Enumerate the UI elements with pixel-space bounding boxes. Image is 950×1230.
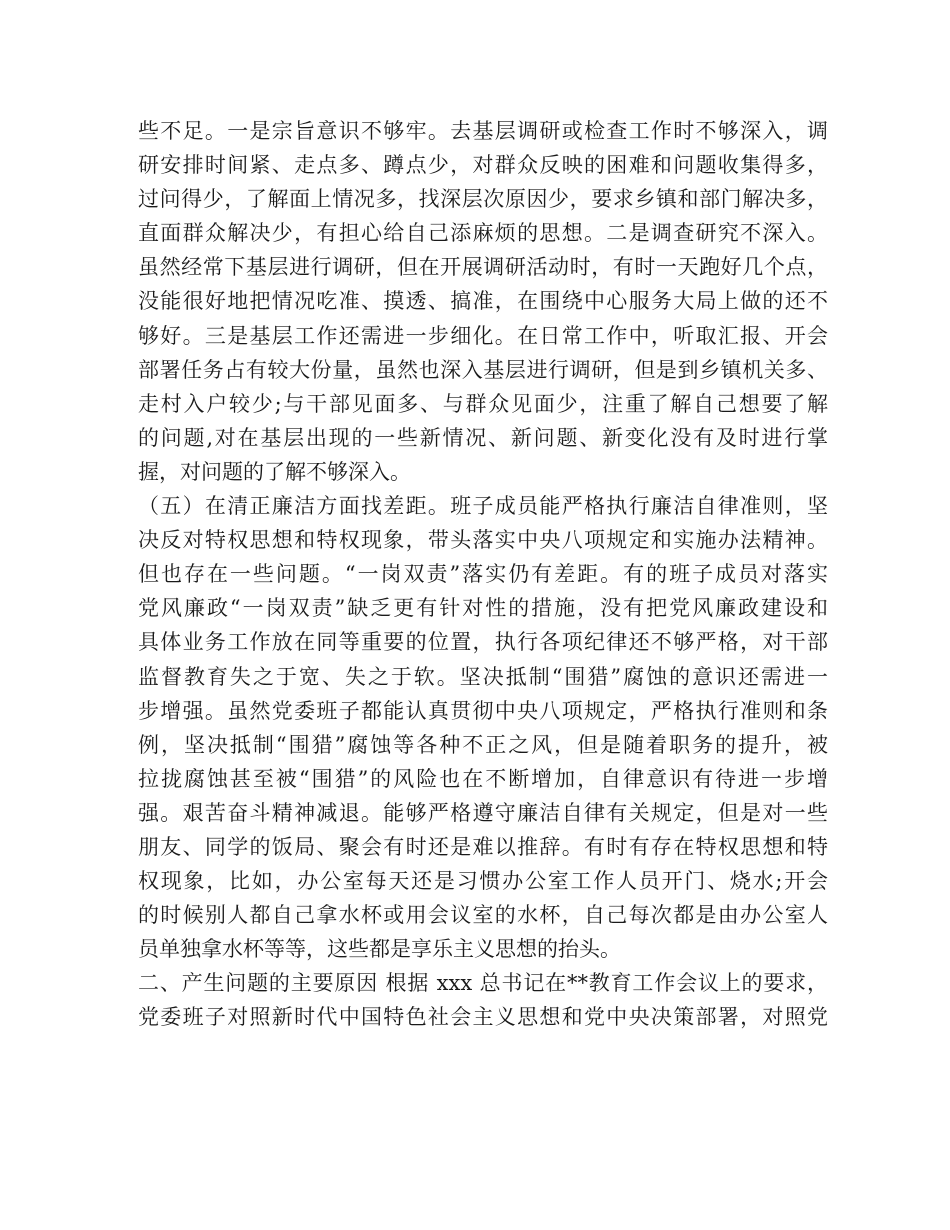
text-line: 没能很好地把情况吃准、摸透、搞准，在围绕中心服务大局上做的还不 (138, 289, 828, 314)
text-line: 员单独拿水杯等等，这些都是享乐主义思想的抬头。 (138, 937, 621, 962)
text-line: 党风廉政“一岗双责”缺乏更有针对性的措施，没有把党风廉政建设和 (138, 596, 828, 621)
text-line: 虽然经常下基层进行调研，但在开展调研活动时，有时一天跑好几个点， (138, 255, 828, 280)
text-line: 拉拢腐蚀甚至被“围猎”的风险也在不断增加，自律意识有待进一步增 (138, 766, 828, 791)
text-line: 强。艰苦奋斗精神减退。能够严格遵守廉洁自律有关规定，但是对一些 (138, 800, 828, 825)
text-line: 的问题,对在基层出现的一些新情况、新问题、新变化没有及时进行掌 (138, 425, 828, 450)
text-line: 党委班子对照新时代中国特色社会主义思想和党中央决策部署，对照党 (138, 1005, 828, 1030)
text-line: 步增强。虽然党委班子都能认真贯彻中央八项规定，严格执行准则和条 (138, 698, 828, 723)
text-line: 握，对问题的了解不够深入。 (138, 459, 411, 484)
text-line: 二、产生问题的主要原因 根据 xxx 总书记在**教育工作会议上的要求， (138, 971, 828, 996)
body-text (138, 114, 828, 1035)
text-line: 但也存在一些问题。“一岗双责”落实仍有差距。有的班子成员对落实 (138, 562, 828, 587)
text-line: 研安排时间紧、走点多、蹲点少，对群众反映的困难和问题收集得多， (138, 153, 828, 178)
text-line: 决反对特权思想和特权现象，带头落实中央八项规定和实施办法精神。 (138, 528, 828, 553)
text-line: 的时候别人都自己拿水杯或用会议室的水杯，自己每次都是由办公室人 (138, 903, 828, 928)
text-line: 够好。三是基层工作还需进一步细化。在日常工作中，听取汇报、开会 (138, 323, 828, 348)
text-line: 走村入户较少;与干部见面多、与群众见面少，注重了解自己想要了解 (138, 391, 828, 416)
text-line: （五）在清正廉洁方面找差距。班子成员能严格执行廉洁自律准则，坚 (138, 494, 828, 519)
text-line: 部署任务占有较大份量，虽然也深入基层进行调研，但是到乡镇机关多、 (138, 357, 828, 382)
text-line: 例，坚决抵制“围猎”腐蚀等各种不正之风，但是随着职务的提升，被 (138, 732, 828, 757)
text-line: 监督教育失之于宽、失之于软。坚决抵制“围猎”腐蚀的意识还需进一 (138, 664, 828, 689)
text-line: 权现象，比如，办公室每天还是习惯办公室工作人员开门、烧水;开会 (138, 869, 828, 894)
text-line: 些不足。一是宗旨意识不够牢。去基层调研或检查工作时不够深入，调 (138, 119, 828, 143)
text-line: 直面群众解决少，有担心给自己添麻烦的思想。二是调查研究不深入。 (138, 221, 828, 246)
text-line: 过问得少，了解面上情况多，找深层次原因少，要求乡镇和部门解决多， (138, 187, 828, 212)
text-line: 具体业务工作放在同等重要的位置，执行各项纪律还不够严格，对干部 (138, 630, 828, 655)
text-line: 朋友、同学的饭局、聚会有时还是难以推辞。有时有存在特权思想和特 (138, 834, 828, 859)
